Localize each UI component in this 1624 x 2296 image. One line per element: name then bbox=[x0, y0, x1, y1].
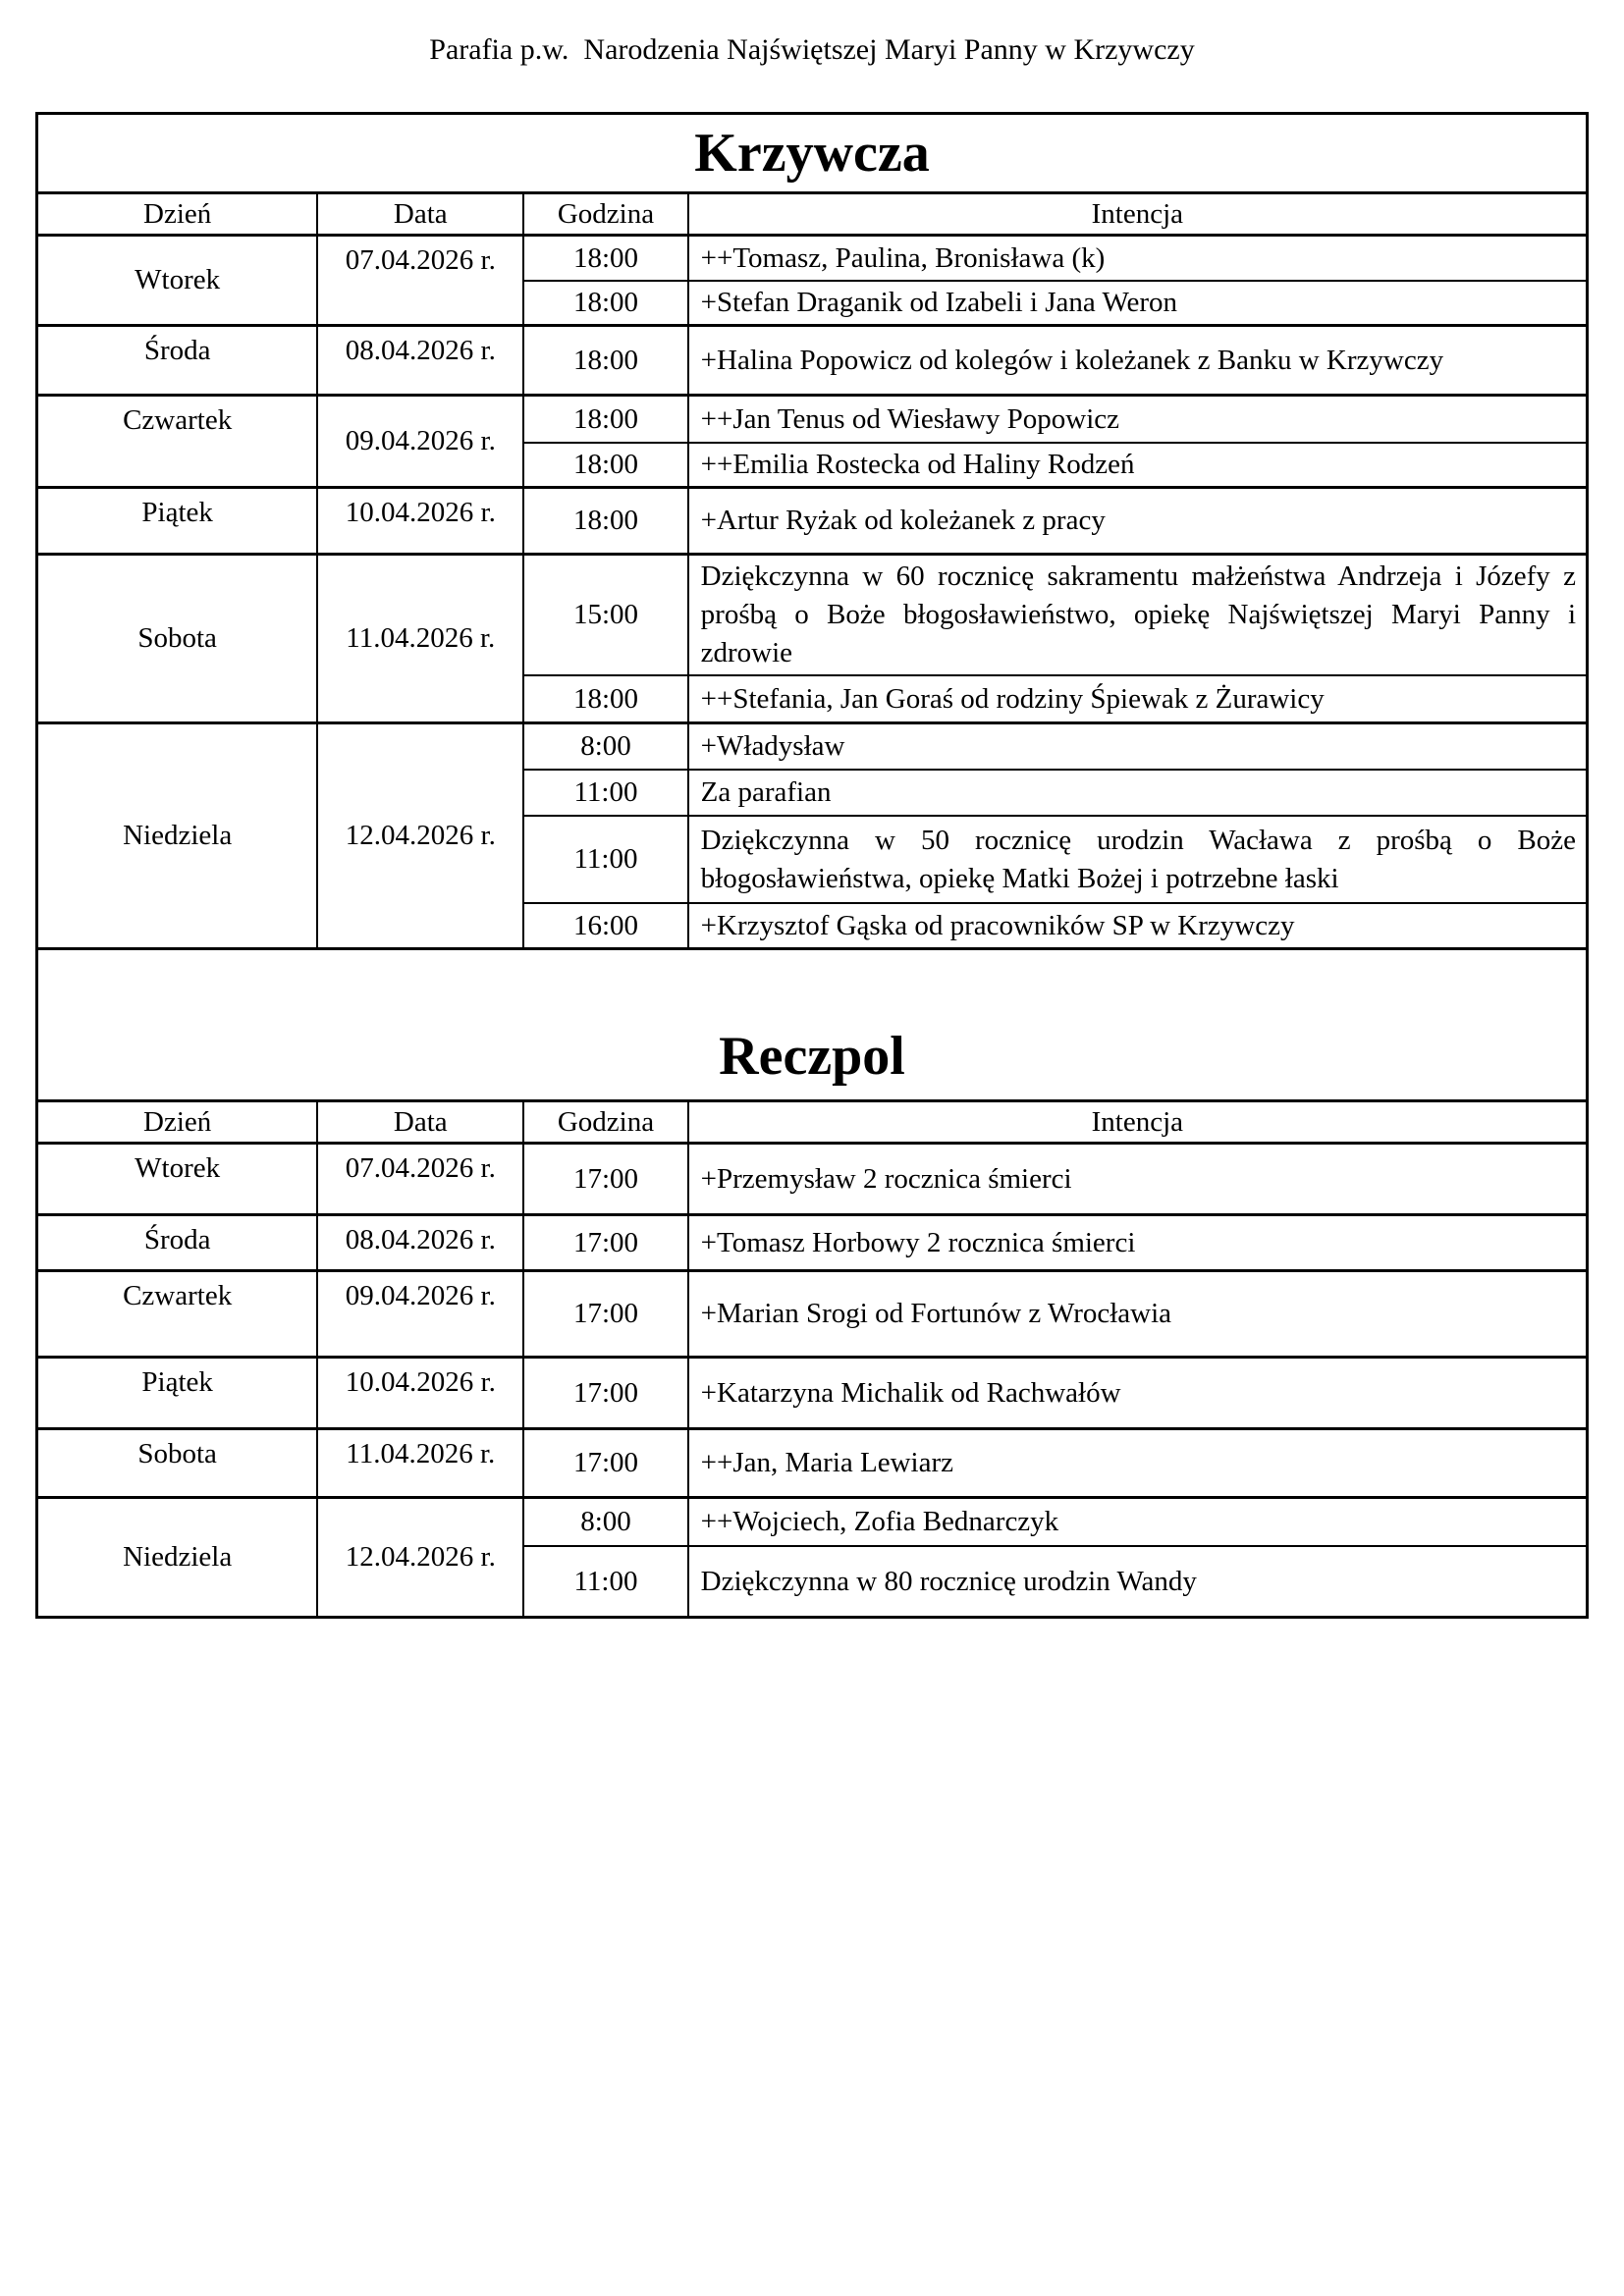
time-cell: 16:00 bbox=[523, 903, 687, 949]
intention-cell: +Halina Popowicz od kolegów i koleżanek z Banku w Krzywczy bbox=[688, 326, 1588, 396]
column-header: Godzina bbox=[523, 1101, 687, 1144]
column-header: Dzień bbox=[37, 1101, 318, 1144]
intention-cell: +Stefan Draganik od Izabeli i Jana Weron bbox=[688, 281, 1588, 326]
intention-cell: Dziękczynna w 80 rocznicę urodzin Wandy bbox=[688, 1546, 1588, 1618]
time-cell: 17:00 bbox=[523, 1429, 687, 1498]
time-cell: 18:00 bbox=[523, 326, 687, 396]
column-header: Intencja bbox=[688, 193, 1588, 236]
intention-cell: +Katarzyna Michalik od Rachwałów bbox=[688, 1358, 1588, 1429]
day-cell: Piątek bbox=[37, 488, 318, 555]
date-cell: 08.04.2026 r. bbox=[317, 326, 523, 396]
date-cell: 12.04.2026 r. bbox=[317, 1498, 523, 1618]
time-cell: 18:00 bbox=[523, 443, 687, 488]
day-cell: Środa bbox=[37, 1215, 318, 1271]
time-cell: 8:00 bbox=[523, 1498, 687, 1547]
day-cell: Sobota bbox=[37, 1429, 318, 1498]
intention-cell: ++Wojciech, Zofia Bednarczyk bbox=[688, 1498, 1588, 1547]
date-cell: 10.04.2026 r. bbox=[317, 1358, 523, 1429]
time-cell: 17:00 bbox=[523, 1271, 687, 1358]
date-cell: 11.04.2026 r. bbox=[317, 555, 523, 723]
header-row bbox=[37, 193, 1588, 236]
time-cell: 15:00 bbox=[523, 555, 687, 676]
schedule-row bbox=[37, 555, 1588, 676]
date-cell: 11.04.2026 r. bbox=[317, 1429, 523, 1498]
intention-cell: +Przemysław 2 rocznica śmierci bbox=[688, 1144, 1588, 1215]
intention-cell: +Marian Srogi od Fortunów z Wrocławia bbox=[688, 1271, 1588, 1358]
intention-cell: ++Emilia Rostecka od Haliny Rodzeń bbox=[688, 443, 1588, 488]
time-cell: 18:00 bbox=[523, 281, 687, 326]
date-cell: 09.04.2026 r. bbox=[317, 396, 523, 488]
intention-cell: ++Jan, Maria Lewiarz bbox=[688, 1429, 1588, 1498]
date-cell: 08.04.2026 r. bbox=[317, 1215, 523, 1271]
day-cell: Sobota bbox=[37, 555, 318, 723]
schedule-row bbox=[37, 1498, 1588, 1547]
column-header: Data bbox=[317, 193, 523, 236]
section-title-row bbox=[37, 949, 1588, 1101]
header-row bbox=[37, 1101, 1588, 1144]
schedule-row bbox=[37, 396, 1588, 444]
schedule-row bbox=[37, 723, 1588, 771]
day-cell: Środa bbox=[37, 326, 318, 396]
schedule-row bbox=[37, 1429, 1588, 1498]
time-cell: 11:00 bbox=[523, 770, 687, 816]
time-cell: 18:00 bbox=[523, 488, 687, 555]
column-header: Intencja bbox=[688, 1101, 1588, 1144]
date-cell: 07.04.2026 r. bbox=[317, 1144, 523, 1215]
intention-cell: Za parafian bbox=[688, 770, 1588, 816]
schedule-row bbox=[37, 236, 1588, 282]
intention-cell: Dziękczynna w 60 rocznicę sakramentu małżeństwa Andrzeja i Józefy z prośbą o Boże błogosławieństwo, opiekę Najświętszej Maryi Panny i zdrowie bbox=[688, 555, 1588, 676]
mass-schedule-table bbox=[35, 112, 1589, 1619]
intention-cell: +Artur Ryżak od koleżanek z pracy bbox=[688, 488, 1588, 555]
day-cell: Wtorek bbox=[37, 1144, 318, 1215]
page-title: Parafia p.w. Narodzenia Najświętszej Maryi Panny w Krzywczy bbox=[429, 33, 1195, 66]
day-cell: Czwartek bbox=[37, 1271, 318, 1358]
day-cell: Niedziela bbox=[37, 723, 318, 949]
time-cell: 18:00 bbox=[523, 236, 687, 282]
intention-cell: ++Stefania, Jan Goraś od rodziny Śpiewak z Żurawicy bbox=[688, 675, 1588, 723]
intention-cell: +Władysław bbox=[688, 723, 1588, 771]
time-cell: 8:00 bbox=[523, 723, 687, 771]
time-cell: 11:00 bbox=[523, 1546, 687, 1618]
date-cell: 09.04.2026 r. bbox=[317, 1271, 523, 1358]
column-header: Godzina bbox=[523, 193, 687, 236]
schedule-row bbox=[37, 1358, 1588, 1429]
date-cell: 10.04.2026 r. bbox=[317, 488, 523, 555]
time-cell: 17:00 bbox=[523, 1144, 687, 1215]
section-title-row bbox=[37, 114, 1588, 193]
column-header: Dzień bbox=[37, 193, 318, 236]
intention-cell: +Krzysztof Gąska od pracowników SP w Krzywczy bbox=[688, 903, 1588, 949]
time-cell: 17:00 bbox=[523, 1358, 687, 1429]
schedule-row bbox=[37, 1215, 1588, 1271]
time-cell: 18:00 bbox=[523, 396, 687, 444]
intention-cell: ++Tomasz, Paulina, Bronisława (k) bbox=[688, 236, 1588, 282]
day-cell: Wtorek bbox=[37, 236, 318, 326]
column-header: Data bbox=[317, 1101, 523, 1144]
intention-cell: Dziękczynna w 50 rocznicę urodzin Wacława z prośbą o Boże błogosławieństwa, opiekę Matki Bożej i potrzebne łaski bbox=[688, 816, 1588, 903]
time-cell: 17:00 bbox=[523, 1215, 687, 1271]
day-cell: Piątek bbox=[37, 1358, 318, 1429]
schedule-row bbox=[37, 326, 1588, 396]
time-cell: 11:00 bbox=[523, 816, 687, 903]
date-cell: 07.04.2026 r. bbox=[317, 236, 523, 326]
section-title: Reczpol bbox=[37, 949, 1588, 1101]
day-cell: Czwartek bbox=[37, 396, 318, 488]
intention-cell: ++Jan Tenus od Wiesławy Popowicz bbox=[688, 396, 1588, 444]
section-title: Krzywcza bbox=[37, 114, 1588, 193]
date-cell: 12.04.2026 r. bbox=[317, 723, 523, 949]
schedule-row bbox=[37, 1271, 1588, 1358]
day-cell: Niedziela bbox=[37, 1498, 318, 1618]
time-cell: 18:00 bbox=[523, 675, 687, 723]
intention-cell: +Tomasz Horbowy 2 rocznica śmierci bbox=[688, 1215, 1588, 1271]
schedule-row bbox=[37, 1144, 1588, 1215]
schedule-row bbox=[37, 488, 1588, 555]
